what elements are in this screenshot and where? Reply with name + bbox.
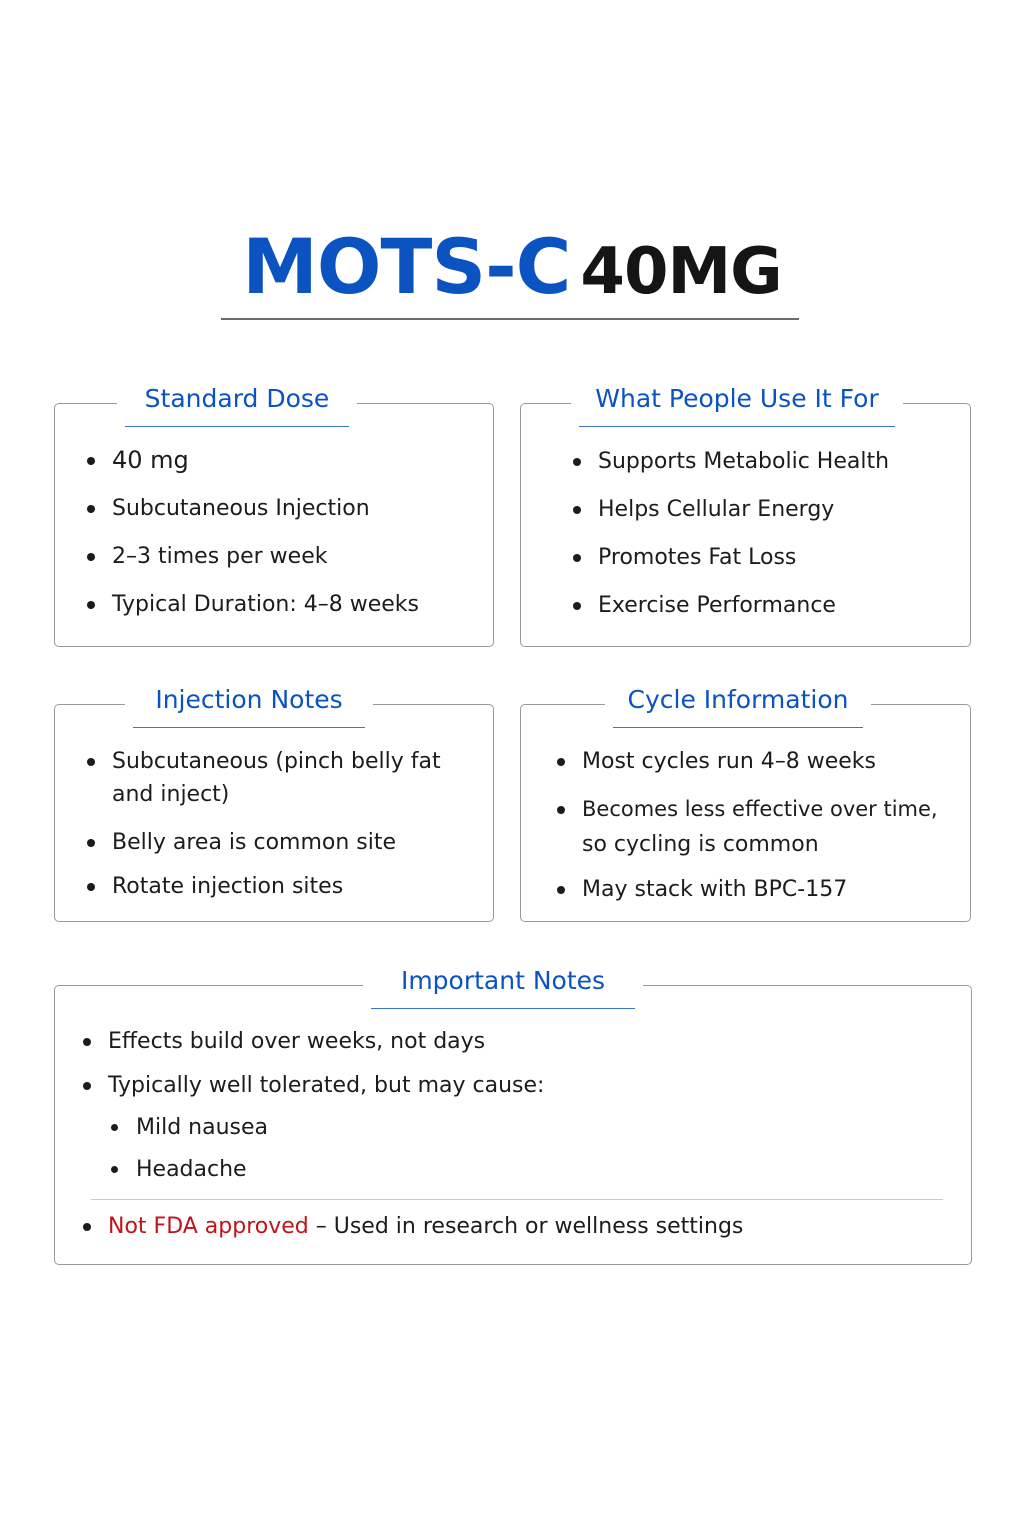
bullet-icon	[87, 883, 95, 891]
list-item-continued: and inject)	[112, 782, 230, 807]
list-item-continued: so cycling is common	[582, 832, 819, 857]
standard-dose-list	[87, 444, 419, 621]
title-primary: MOTS-C	[242, 222, 571, 311]
heading-underline	[579, 426, 895, 428]
list-item: Typical Duration: 4–8 weeks	[87, 588, 419, 621]
list-item: Becomes less effective over time,	[557, 793, 938, 826]
list-item: Effects build over weeks, not days	[83, 1025, 544, 1058]
warning-item	[83, 1210, 743, 1243]
important-notes-heading-text: Important Notes	[400, 966, 606, 995]
important-notes-card	[54, 966, 972, 1265]
injection-notes-heading	[125, 685, 373, 714]
bullet-icon	[573, 602, 581, 610]
bullet-icon	[83, 1223, 91, 1231]
list-item: 2–3 times per week	[87, 540, 419, 573]
warning-highlight: Not FDA approved	[108, 1214, 309, 1239]
bullet-icon	[557, 758, 565, 766]
standard-dose-heading	[117, 384, 357, 413]
standard-dose-card	[54, 384, 494, 647]
sub-list-item: Mild nausea	[111, 1111, 544, 1144]
bullet-icon	[83, 1082, 91, 1090]
bullet-icon	[557, 886, 565, 894]
page-title	[0, 222, 1024, 311]
important-notes-list	[83, 1025, 544, 1186]
list-item: Supports Metabolic Health	[573, 445, 889, 478]
bullet-icon	[573, 554, 581, 562]
warning-text: – Used in research or wellness settings	[308, 1214, 744, 1239]
list-item: Subcutaneous (pinch belly fat	[87, 745, 441, 778]
uses-heading-text: What People Use It For	[595, 384, 879, 413]
bullet-icon	[87, 505, 95, 513]
injection-notes-list	[87, 745, 441, 903]
bullet-icon	[87, 553, 95, 561]
list-item: Helps Cellular Energy	[573, 493, 889, 526]
bullet-icon	[557, 806, 565, 814]
bullet-icon	[87, 839, 95, 847]
bullet-icon	[87, 758, 95, 766]
cycle-info-heading-text: Cycle Information	[627, 685, 849, 714]
injection-notes-card	[54, 685, 494, 922]
list-item: Typically well tolerated, but may cause:	[83, 1069, 544, 1102]
bullet-icon	[573, 506, 581, 514]
uses-list	[573, 445, 889, 622]
list-item: Belly area is common site	[87, 826, 441, 859]
cycle-info-card	[520, 685, 971, 922]
heading-underline	[371, 1008, 635, 1010]
heading-underline	[125, 426, 349, 428]
title-secondary: 40MG	[580, 235, 782, 309]
warning-list	[83, 1210, 743, 1243]
bullet-icon	[87, 601, 95, 609]
bullet-icon	[111, 1166, 118, 1173]
title-divider	[221, 318, 799, 320]
list-item: May stack with BPC-157	[557, 873, 938, 906]
bullet-icon	[111, 1124, 118, 1131]
list-item: Promotes Fat Loss	[573, 541, 889, 574]
bullet-icon	[573, 458, 581, 466]
list-item: Subcutaneous Injection	[87, 492, 419, 525]
important-notes-heading	[363, 966, 643, 995]
list-item: Most cycles run 4–8 weeks	[557, 745, 938, 778]
heading-underline	[613, 727, 863, 729]
sub-list-item: Headache	[111, 1153, 544, 1186]
uses-card	[520, 384, 971, 647]
list-item: 40 mg	[87, 444, 419, 477]
notes-divider	[91, 1199, 943, 1200]
heading-underline	[133, 727, 365, 729]
injection-notes-heading-text: Injection Notes	[155, 685, 343, 714]
cycle-info-list	[557, 745, 938, 906]
bullet-icon	[87, 457, 95, 465]
standard-dose-heading-text: Standard Dose	[144, 384, 330, 413]
cycle-info-heading	[605, 685, 871, 714]
list-item: Rotate injection sites	[87, 870, 441, 903]
bullet-icon	[83, 1038, 91, 1046]
list-item: Exercise Performance	[573, 589, 889, 622]
uses-heading	[571, 384, 903, 413]
